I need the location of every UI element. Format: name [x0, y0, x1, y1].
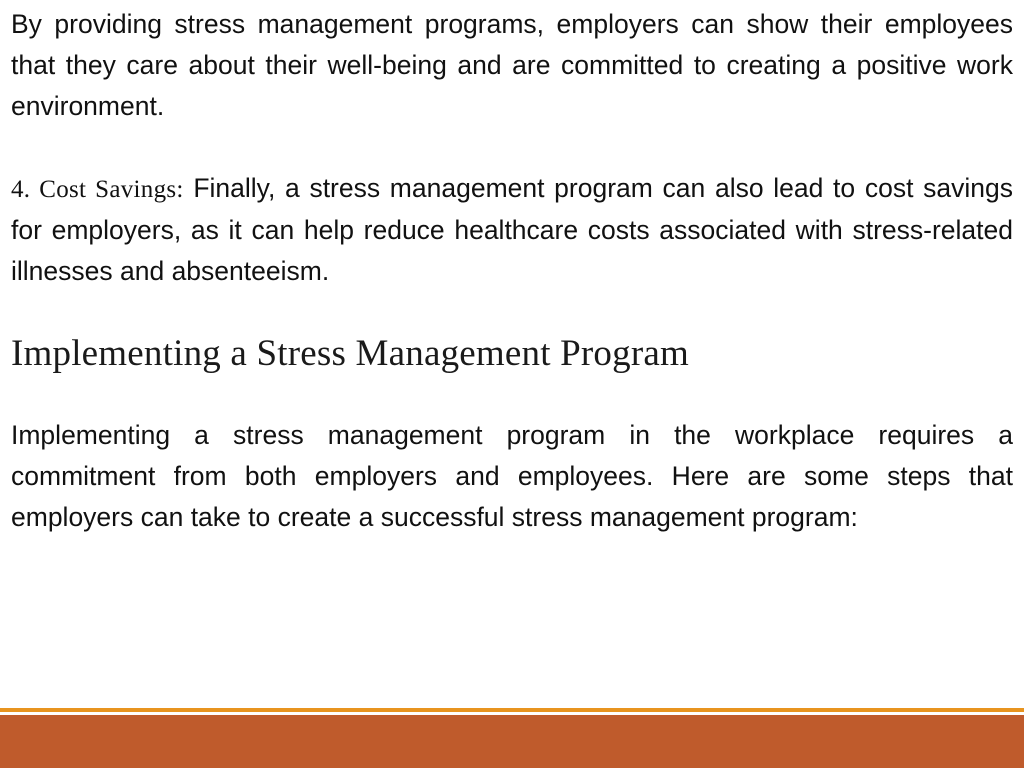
paragraph-employer-care: By providing stress management programs, employers can show their employees that they care about their well-being and are committed to creating a positive work environment. [11, 9, 1013, 121]
slide-content [11, 4, 1013, 538]
footer-bar [0, 715, 1024, 768]
paragraph-implementing: Implementing a stress management program in the workplace requires a commitment from both employers and employees. Here are some steps that employers can take to create a successful stress management program: [11, 420, 1013, 532]
section-heading: Implementing a Stress Management Program [11, 333, 689, 374]
paragraph-cost-savings [11, 168, 1013, 292]
cost-savings-lead-in: 4. Cost Savings: [11, 176, 184, 203]
cost-savings-text: Finally, a stress management program can also lead to cost savings for employers, as it can help reduce healthcare costs associated with stress-related illnesses and absenteeism. [11, 173, 1013, 286]
